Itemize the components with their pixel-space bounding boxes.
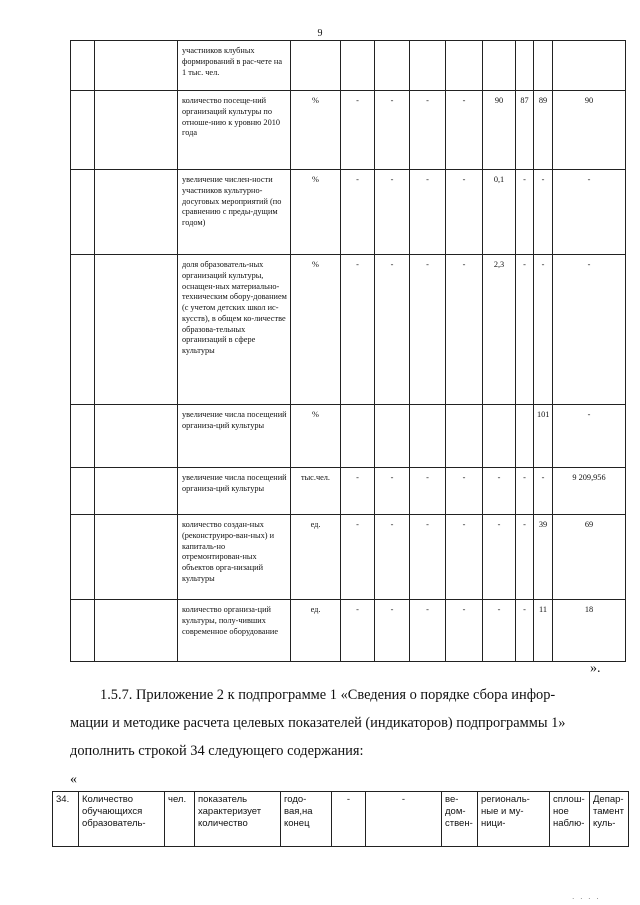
table-cell (483, 41, 516, 91)
table-cell: 18 (553, 600, 626, 662)
table-cell (291, 41, 341, 91)
table-cell: - (341, 91, 375, 170)
table-cell (516, 405, 534, 468)
table-cell: - (516, 468, 534, 515)
table-cell: 90 (483, 91, 516, 170)
table-cell: % (291, 255, 341, 405)
table-cell: 89 (534, 91, 553, 170)
table-cell (410, 405, 446, 468)
table-cell: - (375, 515, 410, 600)
table-cell (95, 600, 178, 662)
table-cell: - (516, 170, 534, 255)
table-cell (71, 405, 95, 468)
table-cell: тыс.чел. (291, 468, 341, 515)
table-row (71, 91, 626, 170)
paragraph-line-3: дополнить строкой 34 следующего содержания: (70, 743, 364, 759)
table-cell: 0,1 (483, 170, 516, 255)
table-cell (71, 255, 95, 405)
table-cell: увеличение числа посещений организа-ций культуры (178, 468, 291, 515)
table-cell: Количество обучающихся образователь- (79, 792, 165, 847)
table-cell: % (291, 170, 341, 255)
table-cell: - (553, 255, 626, 405)
table-cell: - (483, 515, 516, 600)
table-cell: - (516, 515, 534, 600)
table-cell: - (375, 170, 410, 255)
table-cell: чел. (165, 792, 195, 847)
table-cell: - (341, 468, 375, 515)
table-cell: - (375, 91, 410, 170)
table-cell (71, 468, 95, 515)
table-cell (95, 170, 178, 255)
table-cell: - (516, 255, 534, 405)
table-cell: - (446, 515, 483, 600)
table-cell (95, 91, 178, 170)
table-cell: % (291, 91, 341, 170)
table-cell: - (410, 170, 446, 255)
table-cell: - (446, 170, 483, 255)
corner-mark: · · · · (572, 895, 601, 903)
opening-quote: « (70, 772, 77, 787)
table-cell (95, 255, 178, 405)
table-cell (516, 41, 534, 91)
table-cell: увеличение числен-ности участников культурно-досуговых мероприятий (по сравнению с преды-дущим годом) (178, 170, 291, 255)
table-cell: годо-вая,на конец (281, 792, 332, 847)
table-cell: количество создан-ных (реконструиро-ван-ных) и капиталь-но отремонтирован-ных объектов орга-низаций культуры (178, 515, 291, 600)
table-cell (71, 41, 95, 91)
table-row (71, 468, 626, 515)
table-cell: 87 (516, 91, 534, 170)
table-cell: 9 209,956 (553, 468, 626, 515)
paragraph-line-1: 1.5.7. Приложение 2 к подпрограмме 1 «Сведения о порядке сбора инфор- (100, 687, 556, 703)
table-cell (483, 405, 516, 468)
table-cell (71, 600, 95, 662)
table-cell: - (534, 468, 553, 515)
table-cell: показатель характеризует количество (195, 792, 281, 847)
table-cell: - (534, 170, 553, 255)
table-cell: участников клубных формирований в рас-чете на 1 тыс. чел. (178, 41, 291, 91)
table-cell: - (341, 515, 375, 600)
table-cell: ве-дом-ствен- (442, 792, 478, 847)
table-row (71, 170, 626, 255)
table-cell (95, 41, 178, 91)
table-row (53, 792, 629, 847)
table-cell: - (446, 91, 483, 170)
table-row (71, 515, 626, 600)
table-cell: ед. (291, 600, 341, 662)
table-cell: - (410, 515, 446, 600)
table-cell: количество организа-ций культуры, полу-чивших современное оборудование (178, 600, 291, 662)
table-cell (71, 91, 95, 170)
table-cell: - (410, 255, 446, 405)
table-cell: увеличение числа посещений организа-ций культуры (178, 405, 291, 468)
table-cell (71, 515, 95, 600)
table-cell (341, 405, 375, 468)
table-cell: доля образователь-ных организаций культуры, оснащен-ных материально-техническим обору-дованием (с учетом детских школ ис-кусств), в общем ко-личестве образова-тельных организаций в сфере культуры (178, 255, 291, 405)
table-cell: 101 (534, 405, 553, 468)
table-cell: - (446, 255, 483, 405)
table-cell (375, 41, 410, 91)
table-cell: региональ-ные и му-ници- (478, 792, 550, 847)
table-cell: 39 (534, 515, 553, 600)
table-row (71, 41, 626, 91)
table-cell (95, 515, 178, 600)
table-row (71, 255, 626, 405)
table-cell: - (446, 468, 483, 515)
table-cell: 34. (53, 792, 79, 847)
table-cell (71, 170, 95, 255)
table-cell: Депар-тамент куль- (590, 792, 629, 847)
table-cell (95, 405, 178, 468)
closing-quote: ». (590, 661, 601, 676)
table-cell: - (483, 468, 516, 515)
table-cell: - (341, 600, 375, 662)
table-cell (341, 41, 375, 91)
page-number: 9 (317, 28, 323, 39)
table-cell: - (446, 600, 483, 662)
table-row (71, 405, 626, 468)
row-34-table (52, 791, 629, 847)
table-cell: - (534, 255, 553, 405)
table-cell: - (410, 91, 446, 170)
table-cell: - (553, 170, 626, 255)
table-cell (534, 41, 553, 91)
table-cell: - (341, 255, 375, 405)
table-cell: - (410, 600, 446, 662)
table-cell: 90 (553, 91, 626, 170)
table-cell: - (516, 600, 534, 662)
table-cell (375, 405, 410, 468)
table-cell (410, 41, 446, 91)
table-cell: - (410, 468, 446, 515)
paragraph-line-2: мации и методике расчета целевых показателей (индикаторов) подпрограммы 1» (70, 715, 566, 731)
table-cell: 69 (553, 515, 626, 600)
table-cell (446, 41, 483, 91)
table-row (71, 600, 626, 662)
table-cell: - (375, 468, 410, 515)
table-cell: - (375, 255, 410, 405)
table-cell: - (483, 600, 516, 662)
table-cell: % (291, 405, 341, 468)
table-cell: 11 (534, 600, 553, 662)
table-cell: ед. (291, 515, 341, 600)
table-cell: количество посеще-ний организаций культуры по отноше-нию к уровню 2010 года (178, 91, 291, 170)
table-cell: - (366, 792, 442, 847)
table-cell: 2,3 (483, 255, 516, 405)
table-cell: сплош-ное наблю- (550, 792, 590, 847)
table-cell: - (332, 792, 366, 847)
table-cell (553, 41, 626, 91)
indicators-table (70, 40, 626, 662)
table-cell: - (341, 170, 375, 255)
table-cell: - (553, 405, 626, 468)
table-cell (95, 468, 178, 515)
table-cell (446, 405, 483, 468)
table-cell: - (375, 600, 410, 662)
